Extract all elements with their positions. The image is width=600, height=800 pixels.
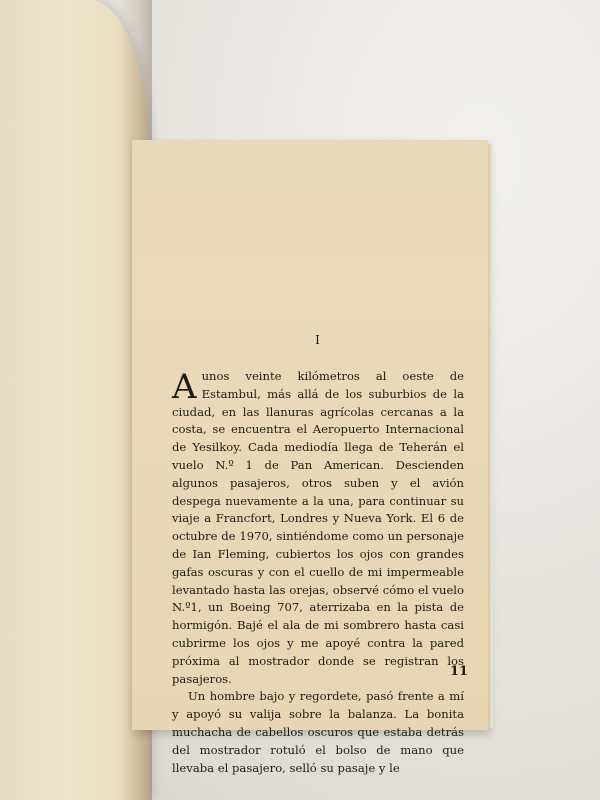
paragraph-1 bbox=[172, 368, 464, 688]
chapter-number: I bbox=[315, 333, 321, 347]
paragraph-2: Un hombre bajo y regordete, pasó frente a mí y apoyó su valija sobre la balanza. La bonita muchacha de cabellos oscuros que estaba detrás del mostrador rotuló el bolso de mano que llevaba el pasajero, selló su pasaje y le bbox=[172, 689, 464, 775]
paragraph-1-text: unos veinte kilómetros al oeste de Estambul, más allá de los suburbios de la ciudad, en las llanuras agrícolas cercanas a la costa, se encuentra el Aeropuerto Internacional de Yesilkoy. Cada mediodía llega de Teherán el vuelo N.º 1 de Pan American. Descienden algunos pasajeros, otros suben y el avión despega nuevamente a la una, para continuar su viaje a Francfort, Londres y Nueva York. El 6 de octubre de 1970, sintiéndome como un personaje de Ian Fleming, cubiertos los ojos con grandes gafas oscuras y con el cuello de mi impermeable levantado hasta las orejas, observé cómo el vuelo N.º1, un Boeing 707, aterrizaba en la pista de hormigón. Bajé el ala de mi sombrero hasta casi cubrirme los ojos y me apoyé contra la pared próxima al mostrador donde se registran los pasajeros. bbox=[172, 369, 464, 686]
page-text bbox=[172, 368, 464, 777]
page-edge bbox=[488, 144, 493, 728]
drop-cap: A bbox=[172, 367, 197, 407]
page-number: 11 bbox=[450, 664, 469, 679]
book-page bbox=[132, 140, 488, 775]
